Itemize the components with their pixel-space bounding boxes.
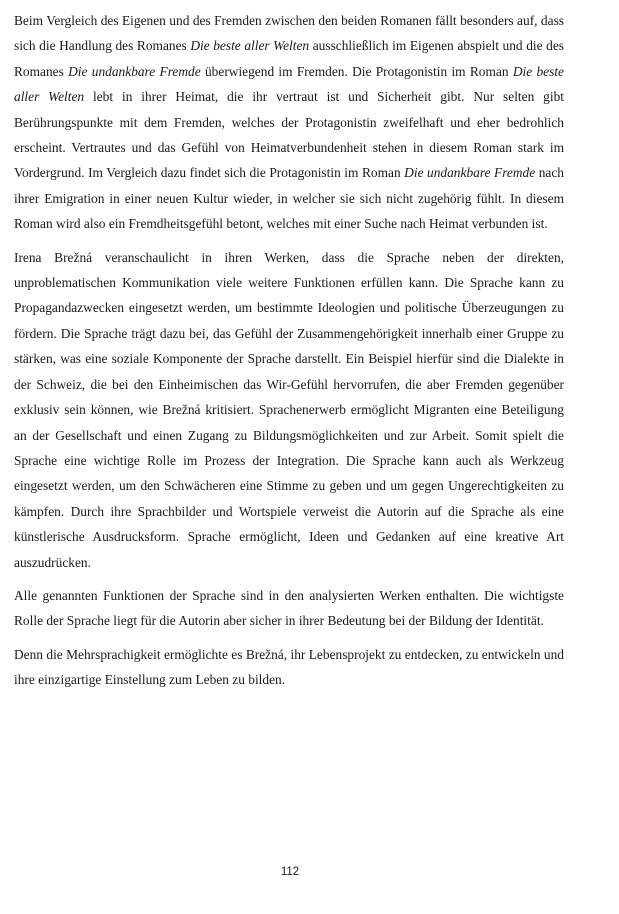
- paragraph-4: [14, 642, 564, 693]
- novel-title: Die beste aller Welten: [14, 63, 565, 105]
- paragraph-1: [14, 8, 564, 237]
- text-segment: Beim Vergleich des Eigenen und des Fremden zwischen den beiden Romanen fällt besonders auf, dass sich die Handlung des Romanes: [14, 13, 564, 54]
- paragraph-2: [14, 245, 564, 575]
- novel-title: Die undankbare Fremde: [68, 63, 201, 79]
- page-number: 112: [280, 866, 300, 878]
- body-text: [14, 8, 564, 701]
- paragraph-3: [14, 583, 564, 634]
- text-segment: Alle genannten Funktionen der Sprache sind in den analysierten Werken enthalten. Die wichtigste Rolle der Sprache liegt für die Autorin aber sicher in ihrer Bedeutung bei der Bildung der Identität.: [14, 587, 564, 629]
- text-segment: ausschließlich im Eigenen abspielt und die des Romanes: [14, 38, 564, 79]
- text-segment: Irena Brežná veranschaulicht in ihren Werken, dass die Sprache neben der direkten, unproblematischen Kommunikation viele weitere Funktionen erfüllen kann. Die Sprache kann zu Propagandazwecken eingesetzt werden, um bestimmte Ideologien und politische Überzeugungen zu fördern. Die Sprache trägt dazu bei, das Gefühl der Zusammengehörigkeit innerhalb einer Gruppe zu stärken, was eine soziale Komponente der Sprache darstellt. Ein Beispiel hierfür sind die Dialekte in der Schweiz, die bei den Einheimischen das Wir-Gefühl hervorrufen, die aber Fremden gegenüber exklusiv sein können, wie Brežná kritisiert. Sprachenerwerb ermöglicht Migranten eine Beteiligung an der Gesellschaft und einen Zugang zu Bildungsmöglichkeiten und zur Arbeit. Somit spielt die Sprache eine wichtige Rolle im Prozess der Integration. Die Sprache kann auch als Werkzeug eingesetzt werden, um den Schwächeren eine Stimme zu geben und um gegen Ungerechtigkeiten zu kämpfen. Durch ihre Sprachbilder und Wortspiele verweist die Autorin auf die Sprache als eine künstlerische Ausdrucksform. Sprache ermöglicht, Ideen und Gedanken auf eine kreative Art auszudrücken.: [14, 249, 564, 570]
- text-segment: nach ihrer Emigration in einer neuen Kultur wieder, in welcher sie sich nicht zugehörig fühlt. In diesem Roman wird also ein Fremdheitsgefühl betont, welches mit einer Suche nach Heimat verbunden ist.: [14, 165, 564, 232]
- text-segment: Denn die Mehrsprachigkeit ermöglichte es Brežná, ihr Lebensprojekt zu entdecken, zu entwickeln und ihre einzigartige Einstellung zum Leben zu bilden.: [14, 646, 564, 688]
- text-segment: überwiegend im Fremden. Die Protagonistin im Roman: [200, 63, 513, 79]
- text-segment: lebt in ihrer Heimat, die ihr vertraut ist und Sicherheit gibt. Nur selten gibt Berührungspunkte mit dem Fremden, welches der Protagonistin zweifelhaft und eher bedrohlich erscheint. Vertrautes und das Gefühl von Heimatverbundenheit stehen in diesem Roman stark im Vordergrund. Im Vergleich dazu findet sich die Protagonistin im Roman: [14, 89, 564, 181]
- novel-title: Die beste aller Welten: [190, 38, 310, 54]
- novel-title: Die undankbare Fremde: [404, 165, 536, 181]
